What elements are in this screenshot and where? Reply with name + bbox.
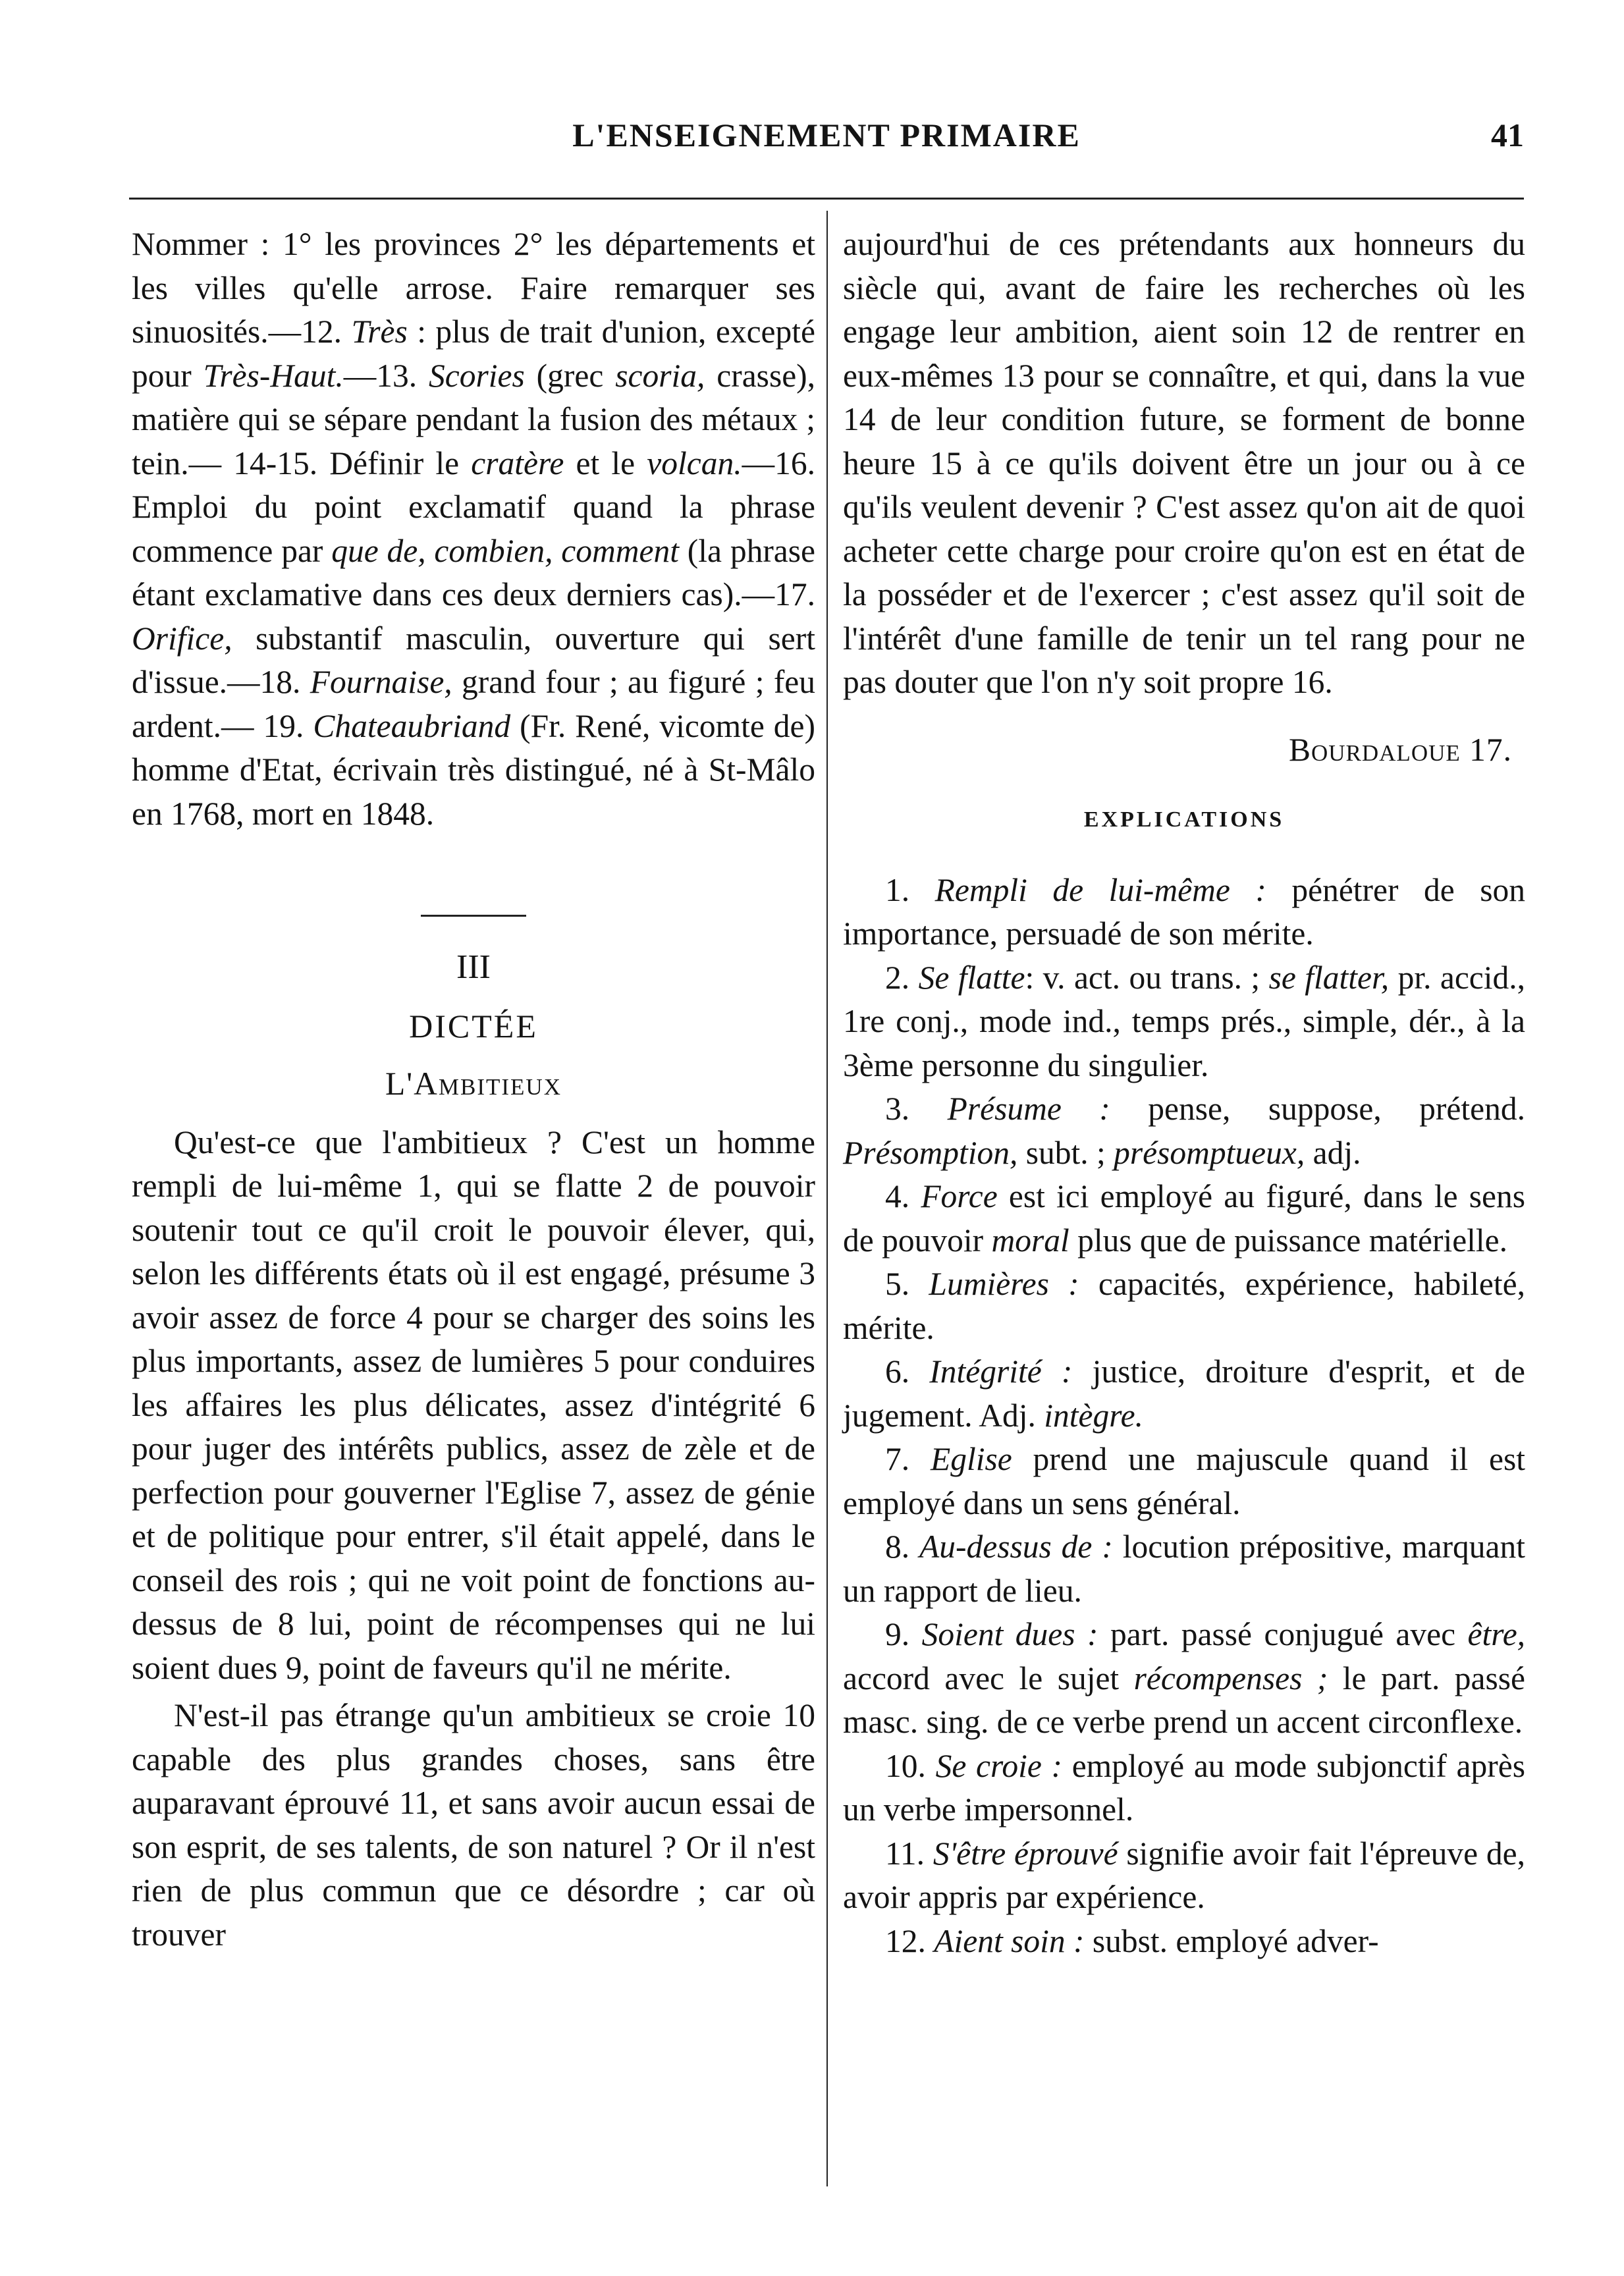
explication-item: 11. S'être éprouvé signifie avoir fait l'épreuve de, avoir appris par expérience. xyxy=(843,1835,1525,1915)
right-column xyxy=(843,223,1525,1963)
explication-item: 6. Intégrité : justice, droiture d'esprit, et de jugement. Adj. intègre. xyxy=(843,1353,1525,1434)
explication-item: 10. Se croie : employé au mode subjonctif après un verbe impersonnel. xyxy=(843,1747,1525,1828)
header-rule xyxy=(129,198,1524,200)
section-number: III xyxy=(456,948,491,986)
explication-item: 8. Au-dessus de : locution prépositive, marquant un rapport de lieu. xyxy=(843,1529,1526,1609)
running-title: L'ENSEIGNEMENT PRIMAIRE xyxy=(572,117,1081,153)
footnotes-continued: Nommer : 1° les provinces 2° les départements et les villes qu'elle arrose. Faire remarquer ses sinuosités.—12. Très : plus de trait d'union, excepté pour Très-Haut.—13. Scories (grec scoria, crasse), matière qui se sépare pendant la fusion des métaux ; tein.— 14-15. Définir le cratère et le volcan.—16. Emploi du point exclamatif quand la phrase commence par que de, combien, comment (la phrase étant exclamative dans ces deux derniers cas).—17. Orifice, substantif masculin, ouverture qui sert d'issue.—18. Fournaise, grand four ; au figuré ; feu ardent.— 19. Chateaubriand (Fr. René, vicomte de) homme d'Etat, écrivain très distingué, né à St-Mâlo en 1768, mort en 1848. xyxy=(132,226,816,832)
section-title: DICTÉE xyxy=(409,1007,538,1044)
dictee-title: L'Ambitieux xyxy=(385,1066,562,1102)
explication-item: 9. Soient dues : part. passé conjugué avec être, accord avec le sujet récompenses ; le part. passé masc. sing. de ce verbe prend un accent circonflexe. xyxy=(843,1616,1526,1740)
column-divider xyxy=(826,211,828,2186)
dictee-paragraph-1: Qu'est-ce que l'ambitieux ? C'est un homme rempli de lui-même 1, qui se flatte 2 de pouvoir soutenir tout ce qu'il croit le pouvoir élever, qui, selon les différents états où il est engagé, présume 3 avoir assez de force 4 pour se charger des soins les plus importants, assez de lumières 5 pour conduires les affaires les plus délicates, assez d'intégrité 6 pour juger des intérêts publics, assez de zèle et de perfection pour gouverner l'Eglise 7, assez de génie et de politique pour entrer, s'il était appelé, dans le conseil des rois ; qui ne voit point de fonctions au-dessus de 8 lui, point de récompenses qui ne lui soient dues 9, point de faveurs qu'il ne mérite. xyxy=(132,1124,815,1686)
author-signature: Bourdaloue 17. xyxy=(1288,731,1512,768)
left-column xyxy=(132,223,815,1957)
explication-item: 2. Se flatte: v. act. ou trans. ; se flatter, pr. accid., 1re conj., mode ind., temps prés., simple, dér., à la 3ème personne du singulier. xyxy=(843,959,1526,1083)
explication-item: 1. Rempli de lui-même : pénétrer de son importance, persuadé de son mérite. xyxy=(843,871,1526,952)
explication-item: 3. Présume : pense, suppose, prétend. Présomption, subt. ; présomptueux, adj. xyxy=(843,1091,1525,1171)
page-number: 41 xyxy=(1491,117,1524,153)
dictee-paragraph-2: N'est-il pas étrange qu'un ambitieux se croie 10 capable des plus grandes choses, sans être auparavant éprouvé 11, et sans avoir aucun essai de son esprit, de ses talents, de son naturel ? Or il n'est rien de plus commun que ce désordre ; car où trouver xyxy=(132,1697,815,1953)
dictee-continuation: aujourd'hui de ces prétendants aux honneurs du siècle qui, avant de faire les recherches où les engage leur ambition, aient soin 12 de rentrer en eux-mêmes 13 pour se connaître, et qui, dans la vue 14 de leur condition future, se forment de bonne heure 15 à ce qu'ils doivent être un jour ou à ce qu'ils veulent devenir ? C'est assez qu'on ait de quoi acheter cette charge pour croire qu'on est en état de la posséder et de l'exercer ; c'est assez qu'il soit de l'intérêt d'une famille de tenir un tel rang pour ne pas douter que l'on n'y soit propre 16. xyxy=(843,226,1525,700)
explication-item: 4. Force est ici employé au figuré, dans le sens de pouvoir moral plus que de puissance matérielle. xyxy=(843,1178,1526,1259)
explication-item: 7. Eglise prend une majuscule quand il est employé dans un sens général. xyxy=(843,1441,1526,1521)
explications-list xyxy=(843,869,1525,1964)
explication-item: 12. Aient soin : subst. employé adver- xyxy=(885,1922,1379,1959)
explication-item: 5. Lumières : capacités, expérience, habileté, mérite. xyxy=(843,1266,1525,1346)
explications-heading: EXPLICATIONS xyxy=(1083,807,1285,832)
running-head xyxy=(129,116,1524,169)
